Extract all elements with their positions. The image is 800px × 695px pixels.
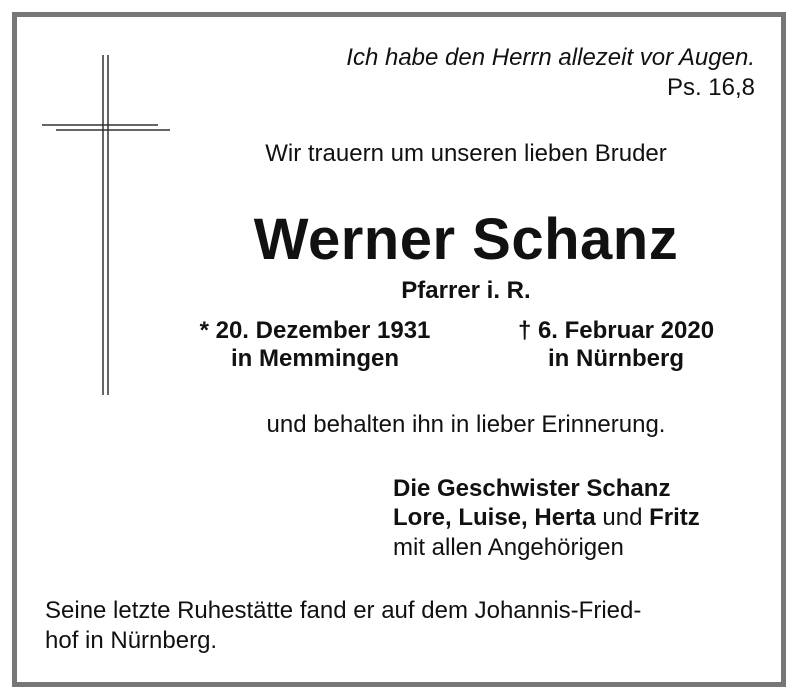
- burial-line-2: hof in Nürnberg.: [45, 627, 218, 654]
- mourners-names-bold: Lore, Luise, Herta: [393, 504, 596, 531]
- cross-icon: [30, 50, 170, 400]
- intro-text: Wir trauern um unseren lieben Bruder: [265, 140, 667, 167]
- mourners-last-name: Fritz: [649, 504, 700, 531]
- mourners-relatives: mit allen Angehörigen: [393, 534, 624, 561]
- death-date: † 6. Februar 2020: [517, 317, 715, 344]
- burial-line-1: Seine letzte Ruhestätte fand er auf dem Johannis-Fried-: [45, 597, 642, 624]
- mourners-names: [393, 505, 700, 531]
- mourners-conjunction: und: [595, 504, 650, 531]
- birth-date: * 20. Dezember 1931: [199, 317, 431, 344]
- bible-verse: Ich habe den Herrn allezeit vor Augen.: [346, 44, 755, 71]
- bible-reference: Ps. 16,8: [666, 74, 755, 101]
- deceased-title: Pfarrer i. R.: [401, 277, 531, 304]
- mourners-family: Die Geschwister Schanz: [393, 475, 671, 502]
- death-place: in Nürnberg: [548, 345, 684, 372]
- birth-place: in Memmingen: [230, 345, 399, 372]
- deceased-name: Werner Schanz: [253, 207, 679, 272]
- memory-text: und behalten ihn in lieber Erinnerung.: [266, 411, 666, 438]
